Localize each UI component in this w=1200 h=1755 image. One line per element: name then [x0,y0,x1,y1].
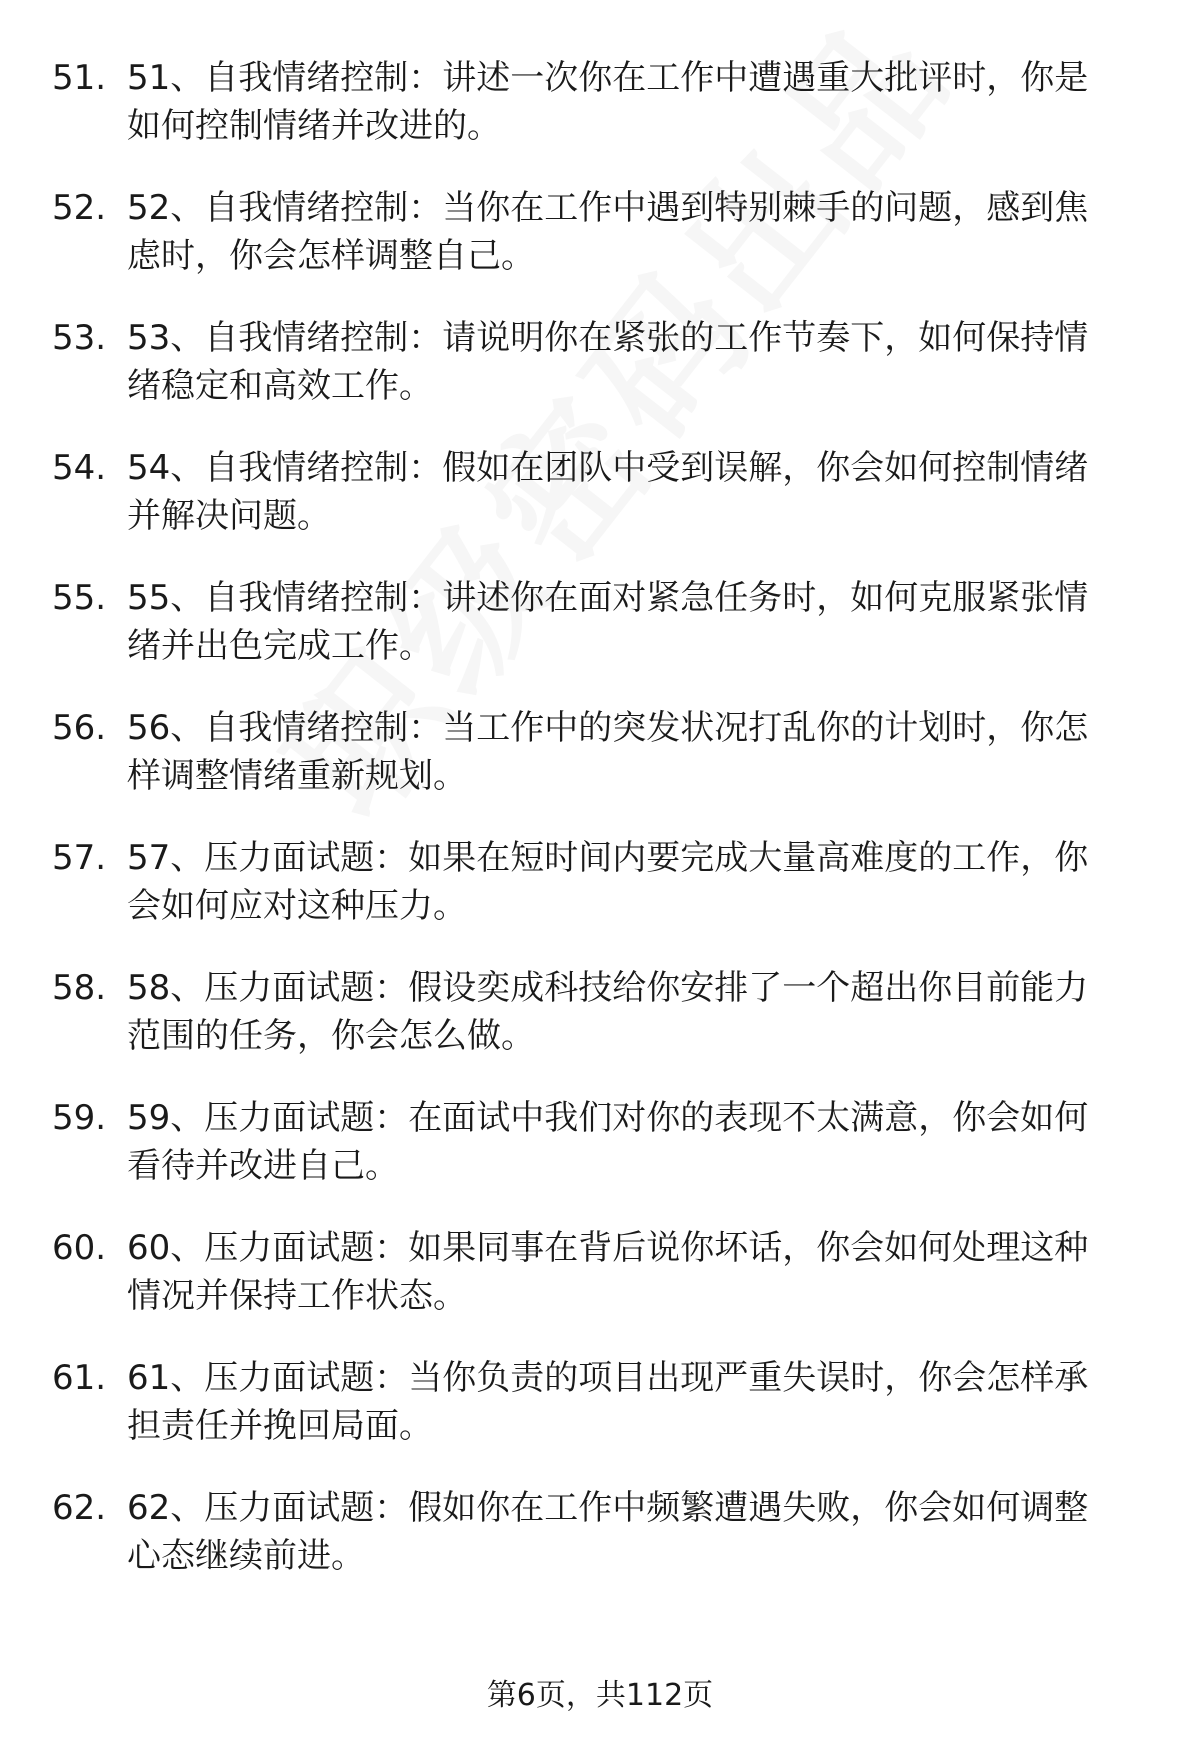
question-line: 看待并改进自己。 [127,1146,399,1186]
question-line: 52、自我情绪控制：当你在工作中遇到特别棘手的问题，感到焦 [127,188,1089,228]
question-number: 61. [52,1358,107,1398]
question-line: 样调整情绪重新规划。 [127,756,467,796]
list-item [0,834,1200,964]
question-text [127,184,1147,280]
question-number: 57. [52,838,107,878]
question-text [127,574,1147,670]
question-line: 如何控制情绪并改进的。 [127,106,501,146]
question-number: 62. [52,1488,107,1528]
question-line: 62、压力面试题：假如你在工作中频繁遭遇失败，你会如何调整 [127,1488,1089,1528]
question-text [127,1224,1147,1320]
question-line: 会如何应对这种压力。 [127,886,467,926]
list-item [0,1484,1200,1614]
question-text [127,54,1147,150]
list-item [0,1094,1200,1224]
question-number: 54. [52,448,107,488]
question-line: 60、压力面试题：如果同事在背后说你坏话，你会如何处理这种 [127,1228,1089,1268]
question-line: 心态继续前进。 [127,1536,365,1576]
list-item [0,574,1200,704]
list-item [0,964,1200,1094]
question-number: 59. [52,1098,107,1138]
question-line: 59、压力面试题：在面试中我们对你的表现不太满意，你会如何 [127,1098,1089,1138]
question-line: 并解决问题。 [127,496,331,536]
list-item [0,1224,1200,1354]
question-number: 51. [52,58,107,98]
question-number: 56. [52,708,107,748]
question-line: 虑时，你会怎样调整自己。 [127,236,535,276]
list-item [0,184,1200,314]
question-number: 58. [52,968,107,1008]
question-text [127,964,1147,1060]
question-line: 范围的任务，你会怎么做。 [127,1016,535,1056]
question-line: 担责任并挽回局面。 [127,1406,433,1446]
question-text [127,1484,1147,1580]
list-item [0,1354,1200,1484]
question-line: 57、压力面试题：如果在短时间内要完成大量高难度的工作，你 [127,838,1089,878]
question-number: 60. [52,1228,107,1268]
question-number: 55. [52,578,107,618]
question-text [127,834,1147,930]
question-line: 53、自我情绪控制：请说明你在紧张的工作节奏下，如何保持情 [127,318,1089,358]
question-list [0,54,1200,1614]
list-item [0,314,1200,444]
question-line: 56、自我情绪控制：当工作中的突发状况打乱你的计划时，你怎 [127,708,1089,748]
question-text [127,704,1147,800]
list-item [0,704,1200,834]
question-text [127,444,1147,540]
page-footer: 第6页，共112页 [486,1678,714,1713]
question-text [127,1354,1147,1450]
question-line: 61、压力面试题：当你负责的项目出现严重失误时，你会怎样承 [127,1358,1089,1398]
list-item [0,444,1200,574]
question-line: 58、压力面试题：假设奕成科技给你安排了一个超出你目前能力 [127,968,1089,1008]
list-item [0,54,1200,184]
question-line: 55、自我情绪控制：讲述你在面对紧急任务时，如何克服紧张情 [127,578,1089,618]
question-number: 53. [52,318,107,358]
question-line: 绪稳定和高效工作。 [127,366,433,406]
question-line: 绪并出色完成工作。 [127,626,433,666]
question-line: 情况并保持工作状态。 [127,1276,467,1316]
question-line: 51、自我情绪控制：讲述一次你在工作中遭遇重大批评时，你是 [127,58,1089,98]
question-number: 52. [52,188,107,228]
question-text [127,1094,1147,1190]
question-line: 54、自我情绪控制：假如在团队中受到误解，你会如何控制情绪 [127,448,1089,488]
question-text [127,314,1147,410]
